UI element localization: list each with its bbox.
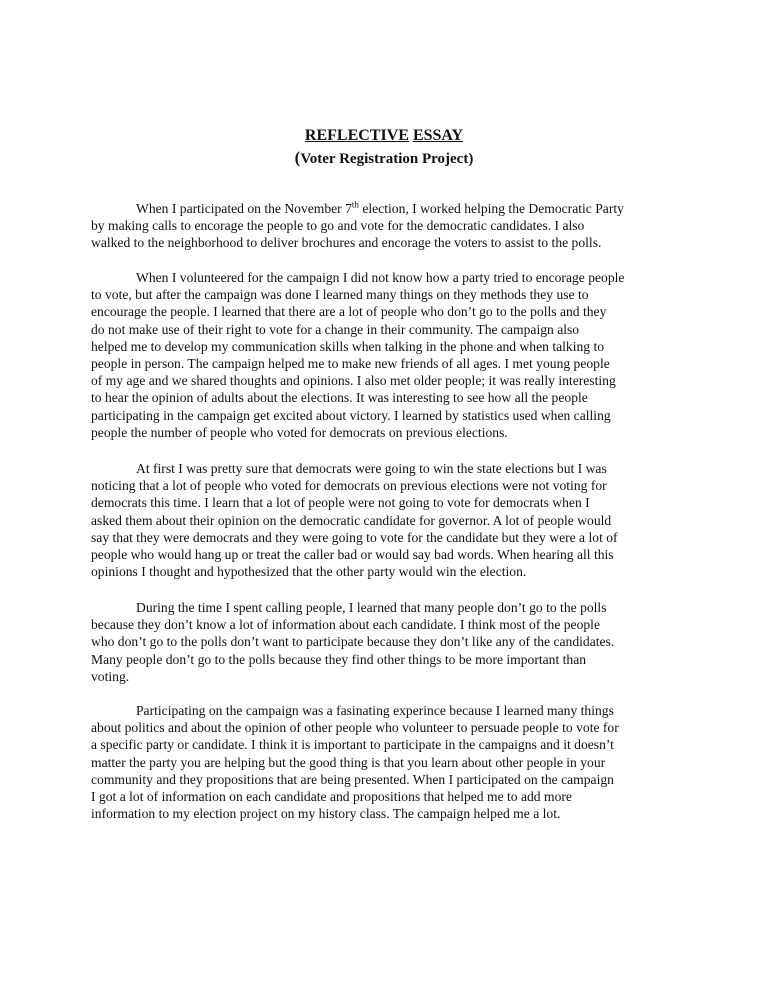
paragraph-line: At first I was pretty sure that democrats were going to win the state elections but I was xyxy=(136,461,607,476)
paragraph-line: I got a lot of information on each candidate and propositions that helped me to add more xyxy=(91,789,572,805)
paragraph-1 xyxy=(91,200,681,252)
paragraph-line: encourage the people. I learned that there are a lot of people who don’t go to the polls and they xyxy=(91,304,607,320)
paragraph-line: who don’t go to the polls don’t want to participate because they don’t like any of the candidates. xyxy=(91,634,615,650)
paragraph-line: information to my election project on my history class. The campaign helped me a lot. xyxy=(91,806,561,822)
paragraph-line: Many people don’t go to the polls because they find other things to be more important than xyxy=(91,651,587,667)
paragraph-5 xyxy=(91,702,681,822)
paragraph-2 xyxy=(91,269,681,441)
paragraph-line: noticing that a lot of people who voted for democrats on previous elections were not voting for xyxy=(91,478,607,494)
paragraph-line: say that they were democrats and they were going to vote for the candidate but they were a lot of xyxy=(91,529,618,545)
paragraph-line: asked them about their opinion on the democratic candidate for governor. A lot of people would xyxy=(91,512,612,528)
paragraph-line: about politics and about the opinion of other people who volunteer to persuade people to vote for xyxy=(91,720,619,736)
paragraph-line: do not make use of their right to vote for a change in their community. The campaign also xyxy=(91,321,580,337)
title-word-reflective: REFLECTIVE xyxy=(304,127,409,144)
paragraph-line: Participating on the campaign was a fasinating experince because I learned many things xyxy=(136,703,614,718)
paragraph-line: people the number of people who voted for democrats on previous elections. xyxy=(91,424,508,440)
paragraph-line: because they don’t know a lot of information about each candidate. I think most of the people xyxy=(91,617,600,633)
paragraph-3 xyxy=(91,460,681,580)
paragraph-line: participating in the campaign get excited about victory. I learned by statistics used when calling xyxy=(91,407,611,423)
paragraph-line: democrats this time. I learn that a lot of people were not going to vote for democrats when I xyxy=(91,495,590,511)
subtitle-open-paren: ( xyxy=(294,148,301,167)
paragraph-line: voting. xyxy=(91,668,130,684)
ordinal-suffix: th xyxy=(351,199,359,210)
paragraph-line: community and they propositions that are being presented. When I participated on the campaign xyxy=(91,771,614,787)
paragraph-line: matter the party you are helping but the good thing is that you learn about other people in your xyxy=(91,754,606,770)
paragraph-line: When I volunteered for the campaign I did not know how a party tried to encorage people xyxy=(136,270,625,285)
paragraph-line: people who would hang up or treat the caller bad or would say bad words. When hearing all this xyxy=(91,547,614,563)
paragraph-line: people in person. The campaign helped me to make new friends of all ages. I met young people xyxy=(91,356,610,372)
paragraph-line: to hear the opinion of adults about the elections. It was interesting to see how all the people xyxy=(91,390,588,406)
paragraph-line: to vote, but after the campaign was done I learned many things on they methods they use to xyxy=(91,287,589,303)
essay-subtitle xyxy=(0,148,768,169)
subtitle-text: Voter Registration Project) xyxy=(300,151,474,167)
paragraph-line: helped me to develop my communication skills when talking in the phone and when talking to xyxy=(91,338,605,354)
paragraph-line: walked to the neighborhood to deliver brochures and encorage the voters to assist to the polls. xyxy=(91,235,602,251)
paragraph-line: opinions I thought and hypothesized that the other party would win the election. xyxy=(91,564,527,580)
paragraph-line: of my age and we shared thoughts and opinions. I also met older people; it was really interesting xyxy=(91,373,616,389)
paragraph-line: During the time I spent calling people, I learned that many people don’t go to the polls xyxy=(136,600,607,615)
essay-title xyxy=(0,126,768,146)
paragraph-line: by making calls to encorage the people to go and vote for the democratic candidates. I also xyxy=(91,218,585,234)
paragraph-line: When I participated on the November 7th election, I worked helping the Democratic Party xyxy=(136,199,624,216)
title-word-essay: ESSAY xyxy=(412,127,464,144)
paragraph-4 xyxy=(91,599,681,685)
paragraph-line: a specific party or candidate. I think it is important to participate in the campaigns and it doesn’t xyxy=(91,737,614,753)
